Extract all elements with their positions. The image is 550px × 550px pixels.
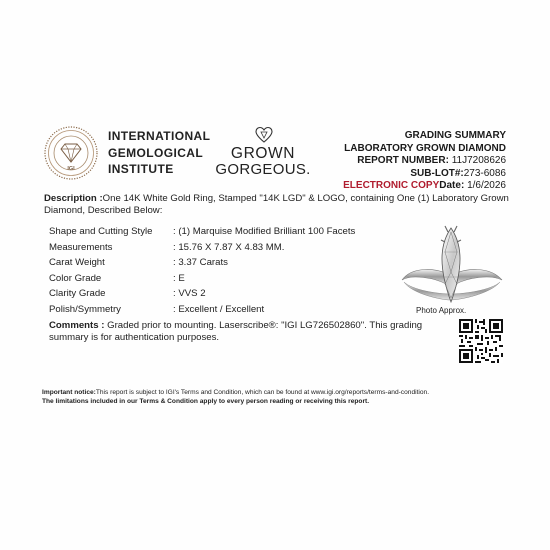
institute-name-line: GEMOLOGICAL bbox=[108, 145, 204, 160]
description-text: One 14K White Gold Ring, Stamped "14K LGD" & LOGO, containing One (1) Laboratory Grown Diamond, Described Below: bbox=[44, 193, 509, 216]
grading-value: : (1) Marquise Modified Brilliant 100 Facets bbox=[173, 226, 356, 237]
grading-table bbox=[49, 224, 389, 317]
date-label: Date: bbox=[439, 180, 465, 192]
notice-text-2: The limitations included in our Terms & Condition apply to every person reading or receiving this report. bbox=[42, 398, 370, 406]
grading-label: Color Grade bbox=[49, 272, 102, 284]
notice-label: Important notice: bbox=[42, 389, 96, 396]
important-notice bbox=[42, 388, 512, 406]
photo-caption: Photo Approx. bbox=[416, 306, 467, 315]
copy-date-row bbox=[276, 180, 506, 193]
report-number-label: REPORT NUMBER: bbox=[357, 155, 449, 167]
ring-photo bbox=[392, 222, 510, 314]
notice-text-1: This report is subject to IGI's Terms and Condition, which can be found at www.igi.org/reports/terms-and-condition. bbox=[95, 389, 430, 396]
brand-line-1: GROWN bbox=[230, 145, 296, 162]
summary-title: GRADING SUMMARY bbox=[404, 130, 506, 141]
sub-lot-value: 273-6086 bbox=[463, 167, 506, 179]
electronic-copy-label: ELECTRONIC COPY bbox=[343, 180, 440, 192]
grading-label: Carat Weight bbox=[49, 257, 105, 268]
grading-label: Shape and Cutting Style bbox=[49, 226, 153, 237]
description bbox=[44, 193, 510, 216]
grading-value: : VVS 2 bbox=[173, 288, 206, 299]
report-summary bbox=[276, 130, 506, 193]
grading-row bbox=[49, 271, 389, 287]
grading-value: : 15.76 X 7.87 X 4.83 MM. bbox=[173, 241, 285, 253]
grading-row bbox=[49, 224, 389, 240]
grading-label: Polish/Symmetry bbox=[49, 303, 121, 315]
description-label: Description : bbox=[44, 193, 103, 204]
grading-value: : E bbox=[173, 272, 185, 284]
comments bbox=[49, 320, 441, 343]
grading-row bbox=[49, 240, 389, 256]
svg-text:IGI: IGI bbox=[67, 166, 75, 172]
notice-line-2 bbox=[42, 397, 512, 406]
grading-label: Measurements bbox=[49, 241, 113, 253]
report-number bbox=[276, 155, 506, 168]
sub-lot-label: SUB-LOT#: bbox=[410, 167, 464, 179]
grading-value: : Excellent / Excellent bbox=[173, 303, 265, 315]
grading-label: Clarity Grade bbox=[49, 288, 106, 299]
heart-diamond-logo-icon bbox=[255, 126, 273, 144]
date-value: 1/6/2026 bbox=[467, 180, 506, 192]
sub-lot bbox=[276, 168, 506, 181]
brand-line-2: GORGEOUS. bbox=[215, 161, 311, 178]
institute-name-line: INSTITUTE bbox=[108, 162, 174, 176]
grading-row bbox=[49, 255, 389, 271]
grading-row bbox=[49, 286, 389, 302]
comments-text: Graded prior to mounting. Laserscribe®: "IGI LG726502860". This grading summary is for authentication purposes. bbox=[49, 320, 423, 343]
grading-row bbox=[49, 302, 389, 318]
report-number-value: 11J7208626 bbox=[451, 155, 506, 167]
grading-value: : 3.37 Carats bbox=[173, 257, 228, 268]
summary-subtitle: LABORATORY GROWN DIAMOND bbox=[344, 142, 506, 154]
qr-code[interactable] bbox=[459, 319, 503, 363]
comments-label: Comments : bbox=[49, 320, 105, 331]
igi-seal-icon bbox=[44, 126, 98, 180]
institute-name bbox=[108, 128, 210, 178]
notice-line-1 bbox=[42, 388, 512, 397]
institute-name-line: INTERNATIONAL bbox=[108, 129, 211, 143]
